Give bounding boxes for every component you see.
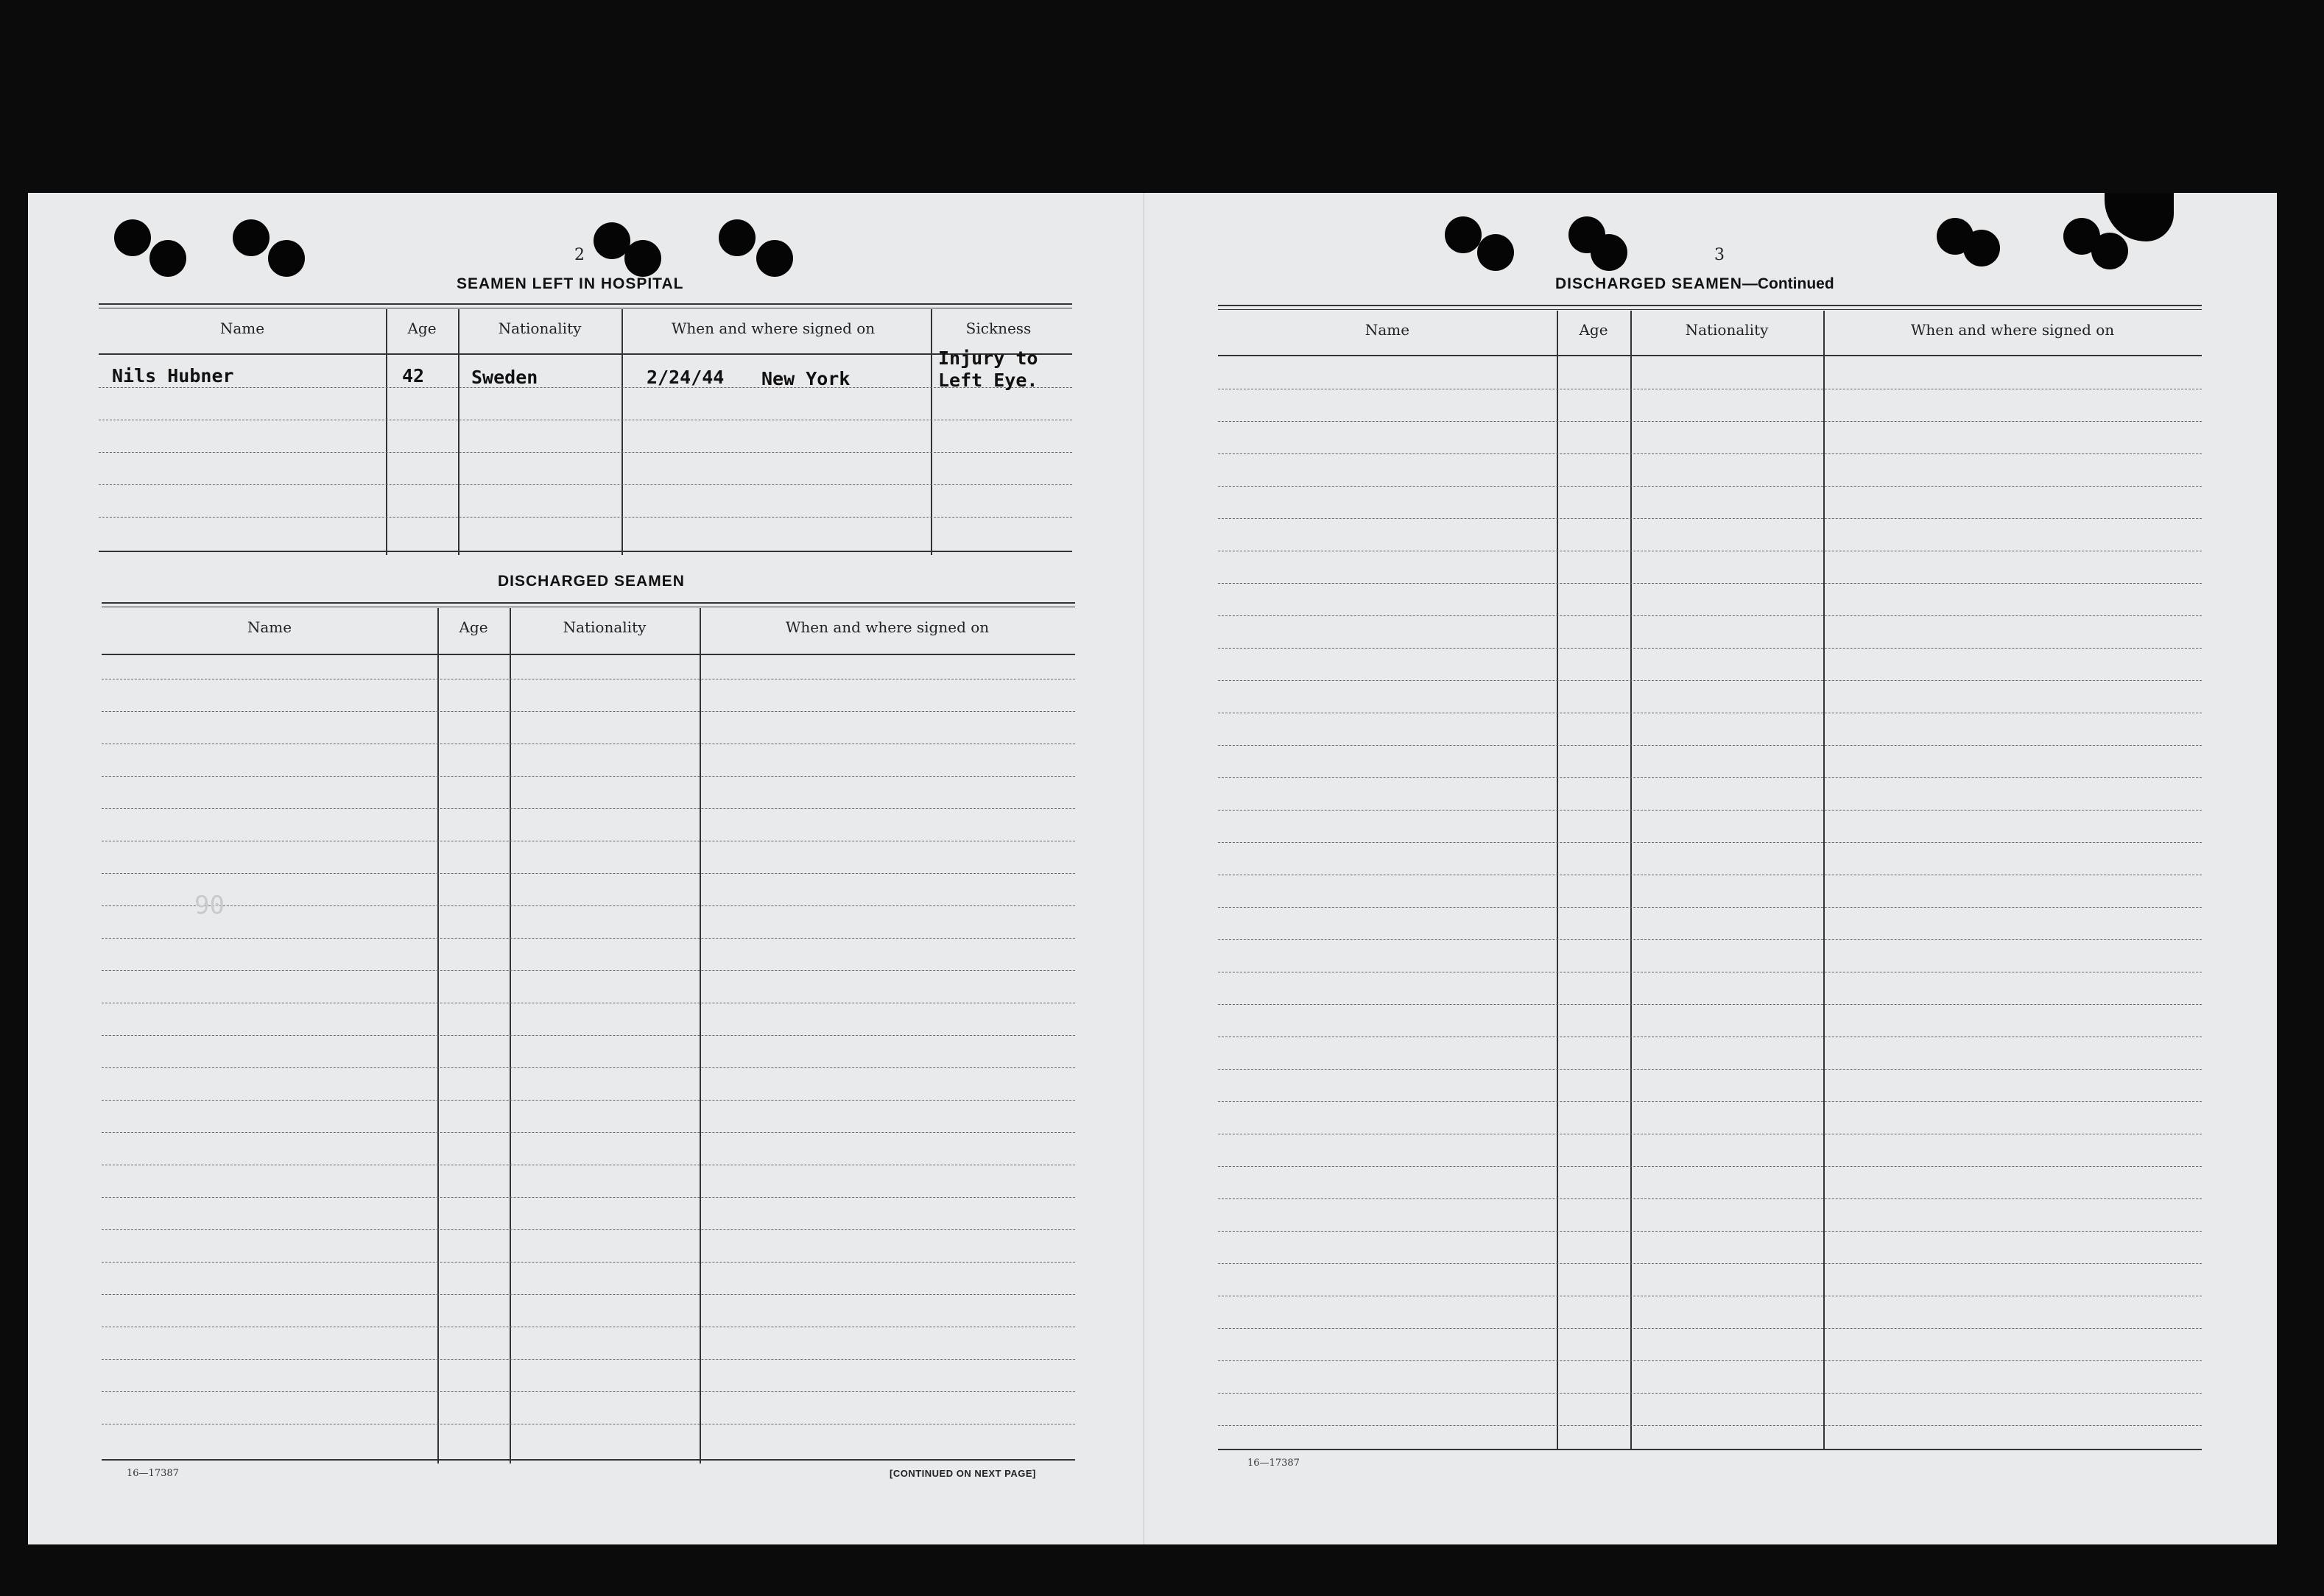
entry-age: 42	[402, 365, 425, 386]
section-title: DISCHARGED SEAMEN	[498, 573, 685, 590]
punch-hole	[1963, 230, 2000, 266]
punch-hole	[624, 240, 661, 277]
column-header-nationality: Nationality	[563, 618, 647, 636]
entry-sickness-line2: Left Eye.	[938, 370, 1038, 391]
discharged-table	[102, 602, 1075, 1463]
punch-hole	[114, 219, 151, 256]
column-header-name: Name	[1365, 321, 1410, 339]
continued-note: [CONTINUED ON NEXT PAGE]	[890, 1468, 1036, 1479]
column-header-age: Age	[407, 319, 437, 337]
punch-hole	[1445, 216, 1482, 253]
form-number: 16—17387	[127, 1468, 179, 1479]
punch-hole	[149, 240, 186, 277]
section-title	[1555, 275, 1834, 293]
section-title-main: DISCHARGED SEAMEN	[1555, 275, 1742, 292]
section-title: SEAMEN LEFT IN HOSPITAL	[457, 275, 684, 292]
punch-hole	[756, 240, 793, 277]
center-fold	[1143, 193, 1144, 1544]
column-header-nationality: Nationality	[1685, 321, 1769, 339]
entry-name: Nils Hubner	[112, 365, 234, 386]
hospital-table	[99, 303, 1072, 555]
punch-hole	[2091, 233, 2128, 269]
column-header-age: Age	[459, 618, 488, 636]
entry-nationality: Sweden	[471, 367, 538, 388]
form-number: 16—17387	[1247, 1458, 1300, 1469]
column-header-signed-on: When and where signed on	[1910, 321, 2115, 339]
entry-sickness-line1: Injury to	[938, 347, 1038, 369]
punch-hole	[1477, 234, 1514, 271]
column-header-sickness: Sickness	[965, 319, 1032, 337]
entry-date: 2/24/44	[647, 367, 725, 388]
punch-hole	[268, 240, 305, 277]
section-title-continued: —Continued	[1742, 275, 1834, 292]
entry-place: New York	[761, 368, 851, 389]
column-header-name: Name	[219, 319, 265, 337]
page-number: 3	[1714, 246, 1725, 264]
punch-hole	[1591, 234, 1627, 271]
discharged-continued-table	[1218, 305, 2202, 1450]
faint-mark: 90	[194, 891, 225, 920]
punch-hole	[719, 219, 756, 256]
column-header-signed-on: When and where signed on	[671, 319, 876, 337]
punch-hole	[233, 219, 270, 256]
column-header-signed-on: When and where signed on	[785, 618, 990, 636]
column-header-age: Age	[1579, 321, 1608, 339]
column-header-name: Name	[247, 618, 292, 636]
page-number: 2	[574, 246, 585, 264]
column-header-nationality: Nationality	[498, 319, 582, 337]
